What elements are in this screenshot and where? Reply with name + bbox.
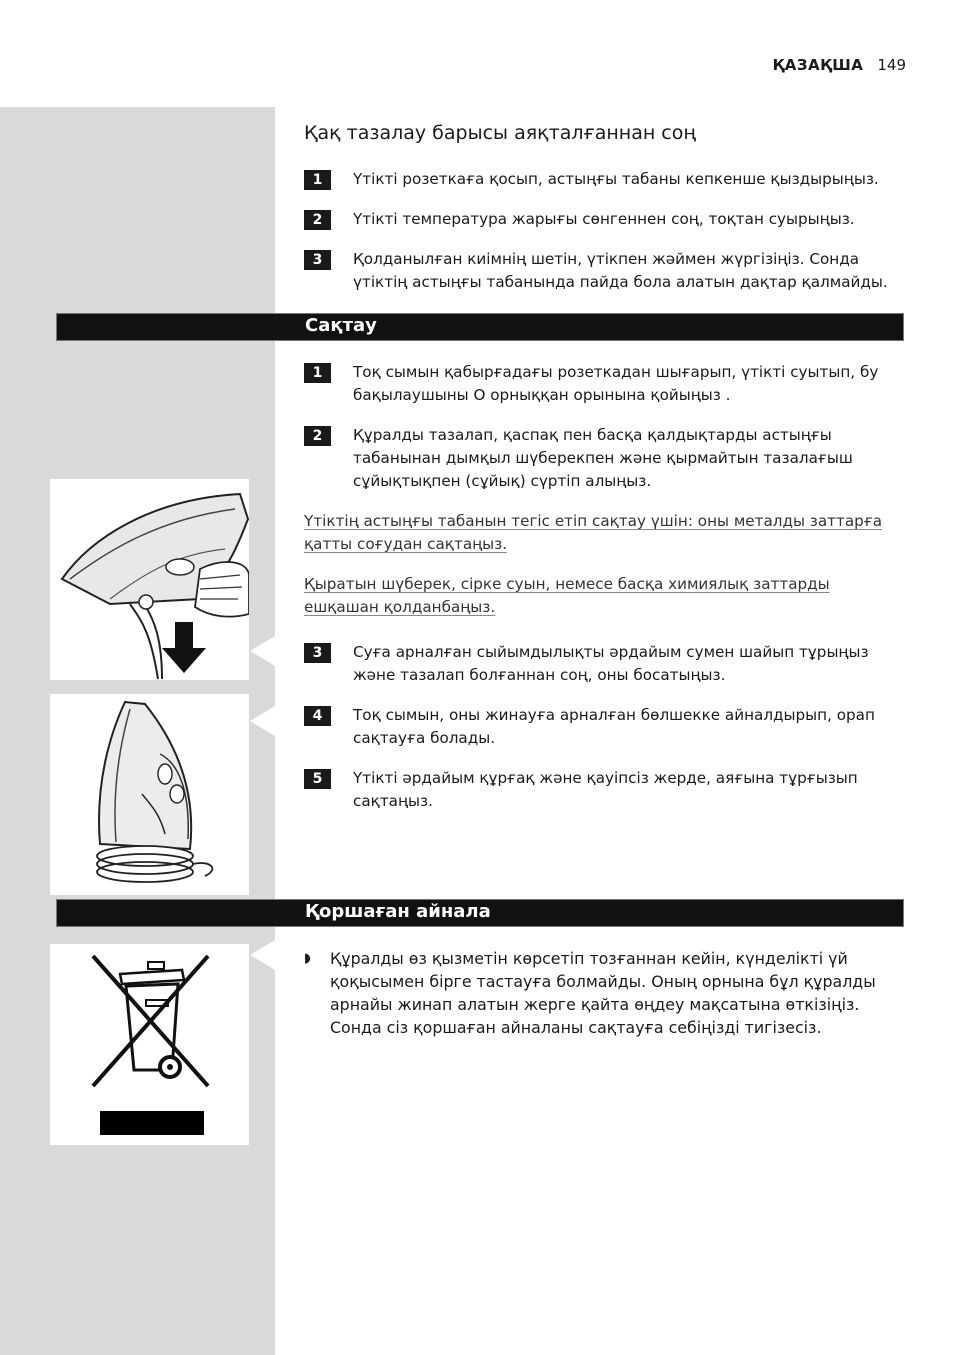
storage-step-5 (304, 767, 914, 813)
environment-section-bar (56, 899, 904, 927)
storage-section-title: Сақтау (305, 315, 377, 336)
illustration-pointer (250, 706, 275, 736)
step-number: 3 (304, 643, 331, 663)
note-text: Үтіктің астыңғы табанын тегіс етіп сақтау үшін: оны металды заттарға қатты соғудан сақтаңыз. (304, 512, 883, 553)
page-number: 149 (877, 56, 906, 74)
step-number: 2 (304, 210, 331, 230)
step-number: 5 (304, 769, 331, 789)
step-number: 1 (304, 170, 331, 190)
storage-section-bar (56, 313, 904, 341)
after-cleaning-title: Қақ тазалау барысы аяқталғаннан соң (304, 122, 696, 144)
step-number: 1 (304, 363, 331, 383)
iron-cleaning-icon (50, 479, 249, 680)
after-cleaning-step-1 (304, 168, 914, 191)
note-text: Қыратын шүберек, сірке суын, немесе басқа химиялық заттарды ешқашан қолданбаңыз. (304, 575, 830, 616)
language-label: ҚАЗАҚША (772, 56, 864, 74)
storage-step-2 (304, 424, 914, 493)
step-number: 2 (304, 426, 331, 446)
iron-standing-illustration (50, 694, 249, 895)
step-text: Үтікті температура жарығы сөнгеннен соң, тоқтан суырыңыз. (353, 210, 855, 228)
environment-section-title: Қоршаған айнала (305, 901, 491, 922)
step-text: Тоқ сымын қабырғадағы розеткадан шығарып, үтікті суытып, бу бақылаушыны O орныққан орынына қойыңыз . (353, 363, 879, 404)
step-text: Құралды тазалап, қаспақ пен басқа қалдықтарды астыңғы табанынан дымқыл шүберекпен және қырмайтын тазалағыш сұйықтықпен (сұйық) сүртіп алыңыз. (353, 426, 853, 490)
step-number: 4 (304, 706, 331, 726)
illustration-pointer (250, 940, 275, 970)
bullet-text: Құралды өз қызметін көрсетіп тозғаннан кейін, күнделікті үй қоқысымен бірге тастауға болмайды. Оның орнына бұл құралды арнайы жинап алатын жерге қайта өңдеу мақсатына өткізіңіз. Сонда сіз қоршаған айналаны сақтауға себіңізді тигізесіз. (330, 949, 876, 1037)
crossed-out-wheelie-bin-icon (50, 944, 249, 1145)
weee-illustration (50, 944, 249, 1145)
step-text: Үтікті әрдайым құрғақ және қауіпсіз жерде, аяғына тұрғызып сақтаңыз. (353, 769, 858, 810)
storage-step-4 (304, 704, 914, 750)
step-text: Тоқ сымын, оны жинауға арналған бөлшекке айналдырып, орап сақтауға болады. (353, 706, 875, 747)
running-head (773, 56, 906, 74)
illustration-pointer (250, 636, 275, 666)
after-cleaning-step-2 (304, 208, 914, 231)
after-cleaning-step-3 (304, 248, 914, 294)
storage-step-3 (304, 641, 914, 687)
iron-standing-icon (50, 694, 249, 895)
storage-step-1 (304, 361, 914, 407)
step-text: Суға арналған сыйымдылықты әрдайым сумен шайып тұрыңыз және тазалап болғаннан соң, оны босатыңыз. (353, 643, 869, 684)
storage-note-1 (304, 510, 904, 556)
storage-note-2 (304, 573, 904, 619)
step-text: Үтікті розеткаға қосып, астыңғы табаны кепкенше қыздырыңыз. (353, 170, 879, 188)
step-text: Қолданылған киімнің шетін, үтікпен жәймен жүргізіңіз. Сонда үтіктің астыңғы табанында пайда бола алатын дақтар қалмайды. (353, 250, 888, 291)
bullet-marker-icon: ◗ (304, 951, 311, 966)
environment-bullet (304, 947, 904, 1039)
iron-cleaning-illustration (50, 479, 249, 680)
step-number: 3 (304, 250, 331, 270)
